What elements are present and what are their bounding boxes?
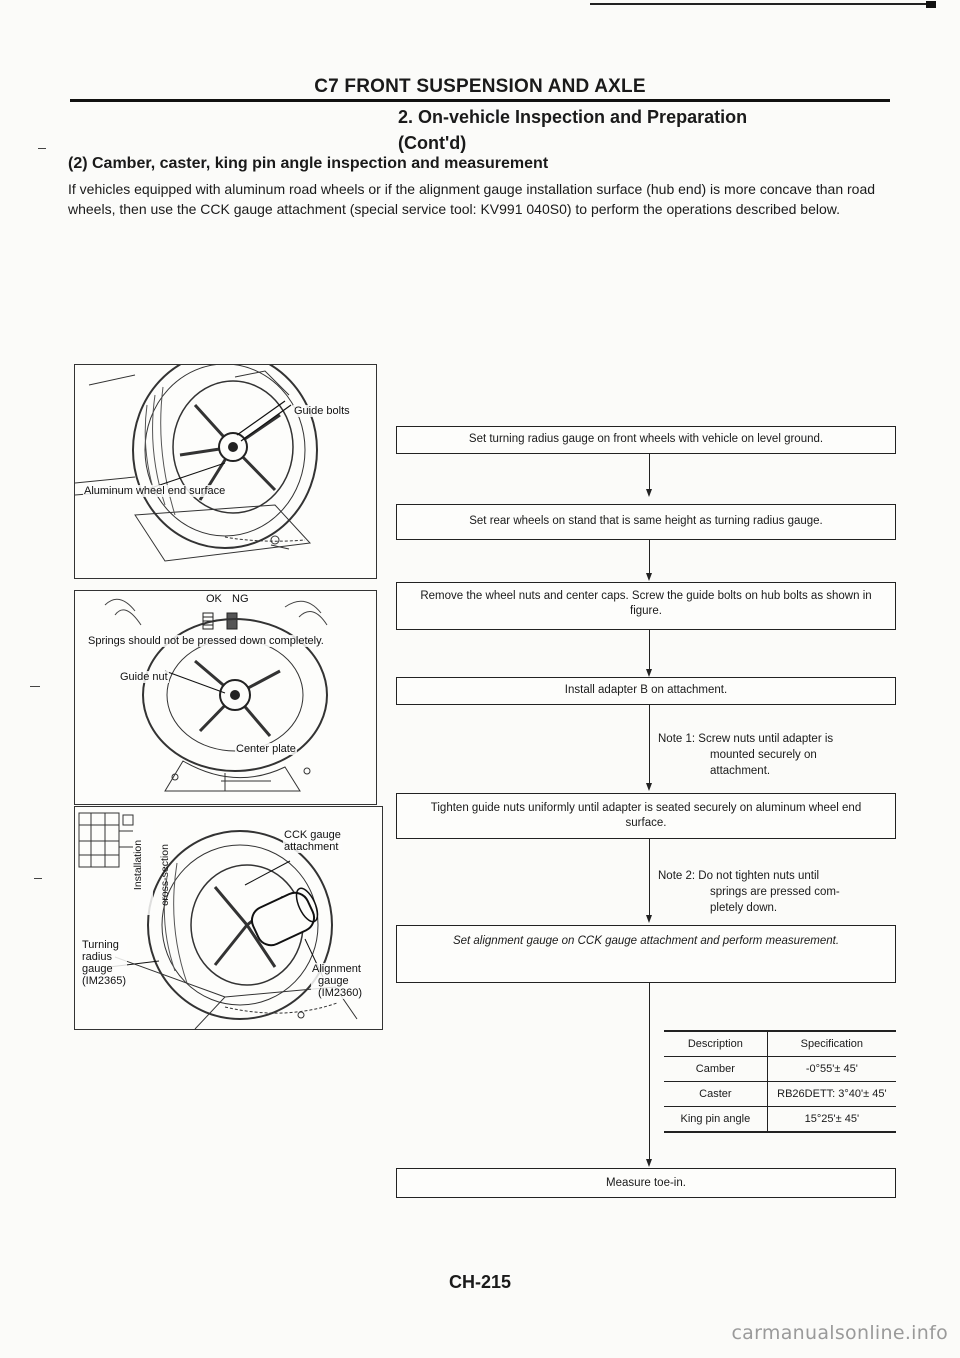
table-row: [664, 1107, 896, 1132]
header-rule: [70, 99, 890, 102]
figure-guide-nut: [74, 590, 377, 805]
spec-cell-description: King pin angle: [664, 1107, 767, 1132]
label-installation-group: [132, 819, 171, 915]
flow-step-2: Set rear wheels on stand that is same height as turning radius gauge.: [396, 504, 896, 540]
top-scan-line: [590, 3, 930, 5]
label-align-line-2: gauge: [318, 975, 349, 987]
label-cck-gauge-group: [283, 829, 342, 853]
label-turning-line-1: Turning: [82, 939, 119, 951]
label-cck-line-1: CCK gauge: [284, 829, 341, 841]
flow-connector: [649, 705, 650, 784]
watermark: carmanualsonline.info: [731, 1322, 948, 1344]
margin-mark: [34, 878, 42, 879]
label-turning-line-3: gauge: [82, 963, 113, 975]
spec-table-header: [664, 1032, 896, 1057]
label-springs-warning: Springs should not be pressed down completely.: [88, 635, 324, 647]
section-subtitle: [398, 104, 747, 156]
page-number: CH-215: [448, 1272, 512, 1292]
top-scan-mark: [926, 1, 936, 8]
spec-header-specification: Specification: [800, 1038, 864, 1050]
flow-connector: [649, 540, 650, 574]
spec-cell-description: Caster: [664, 1082, 767, 1107]
label-ng: NG: [232, 593, 249, 605]
spec-header-description: Description: [664, 1032, 767, 1057]
flow-connector: [649, 839, 650, 917]
label-alignment-gauge: [311, 963, 363, 999]
flow-step-1: Set turning radius gauge on front wheels with vehicle on level ground.: [396, 426, 896, 454]
spec-table-grid: [664, 1032, 896, 1131]
label-aluminum-wheel: Aluminum wheel end surface: [84, 485, 226, 497]
spec-table: [664, 1030, 896, 1133]
spec-cell-value: -0°55'± 45': [805, 1063, 858, 1075]
flow-connector: [649, 983, 650, 1161]
flow-arrow: [646, 783, 652, 791]
figure-cck-gauge: [74, 806, 383, 1030]
label-cross-section: cross-section: [158, 844, 171, 906]
figure-guide-bolts: [74, 364, 377, 579]
wheel-guide-bolts-illustration: [75, 365, 376, 578]
flow-connector: [649, 454, 650, 490]
label-ok: OK: [206, 593, 222, 605]
flow-arrow: [646, 573, 652, 581]
flow-step-6: Set alignment gauge on CCK gauge attachment and perform measurement.: [396, 925, 896, 983]
label-cck-line-2: attachment: [284, 841, 339, 853]
note-2-line-3: pletely down.: [710, 902, 778, 914]
note-2-line-1: Note 2: Do not tighten nuts until: [658, 870, 820, 882]
flow-connector: [649, 630, 650, 670]
label-guide-nut: Guide nut: [120, 671, 168, 683]
wheel-guide-nut-illustration: [75, 591, 376, 804]
label-turning-line-2: radius: [82, 951, 112, 963]
label-align-code: (IM2360): [318, 987, 363, 999]
chapter-title: C7 FRONT SUSPENSION AND AXLE: [314, 76, 646, 97]
label-installation: Installation: [132, 839, 145, 891]
label-align-line-1: Alignment: [312, 963, 361, 975]
spec-cell-value: RB26DETT: 3°40'± 45': [777, 1088, 887, 1100]
flow-step-7: Measure toe-in.: [396, 1168, 896, 1198]
flow-note-2: [658, 868, 898, 916]
flow-step-5: Tighten guide nuts uniformly until adapter is seated securely on aluminum wheel end surface.: [396, 793, 896, 839]
label-center-plate: Center plate: [236, 743, 296, 755]
note-1-line-3: attachment.: [710, 765, 771, 777]
intro-paragraph: If vehicles equipped with aluminum road wheels or if the alignment gauge installation surface (hub end) is more concave than road wheels, then use the CCK gauge attachment (special service tool: KV991 040S0) to perform the operations described below.: [68, 181, 876, 217]
subtitle-line-2: (Cont'd): [398, 133, 467, 153]
subtitle-line-1: 2. On-vehicle Inspection and Preparation: [398, 107, 748, 127]
table-row: [664, 1082, 896, 1107]
flow-arrow: [646, 1159, 652, 1167]
label-guide-bolts: Guide bolts: [294, 405, 350, 417]
flow-step-4: Install adapter B on attachment.: [396, 677, 896, 705]
flow-arrow: [646, 489, 652, 497]
label-turning-code: (IM2365): [82, 975, 127, 987]
flow-note-1: [658, 731, 898, 779]
note-1-line-2: mounted securely on: [710, 749, 817, 761]
margin-mark: [38, 148, 46, 149]
spec-cell-value: 15°25'± 45': [804, 1113, 860, 1125]
flow-arrow: [646, 669, 652, 677]
table-row: [664, 1057, 896, 1082]
margin-mark: [30, 686, 40, 687]
note-2-line-2: springs are pressed com-: [710, 886, 840, 898]
spec-cell-description: Camber: [664, 1057, 767, 1082]
flow-arrow: [646, 915, 652, 923]
label-turning-radius-gauge: [81, 939, 127, 987]
note-1-line-1: Note 1: Screw nuts until adapter is: [658, 733, 834, 745]
section-heading: (2) Camber, caster, king pin angle inspection and measurement: [68, 155, 549, 172]
flow-step-3: Remove the wheel nuts and center caps. Screw the guide bolts on hub bolts as shown in figure.: [396, 582, 896, 630]
